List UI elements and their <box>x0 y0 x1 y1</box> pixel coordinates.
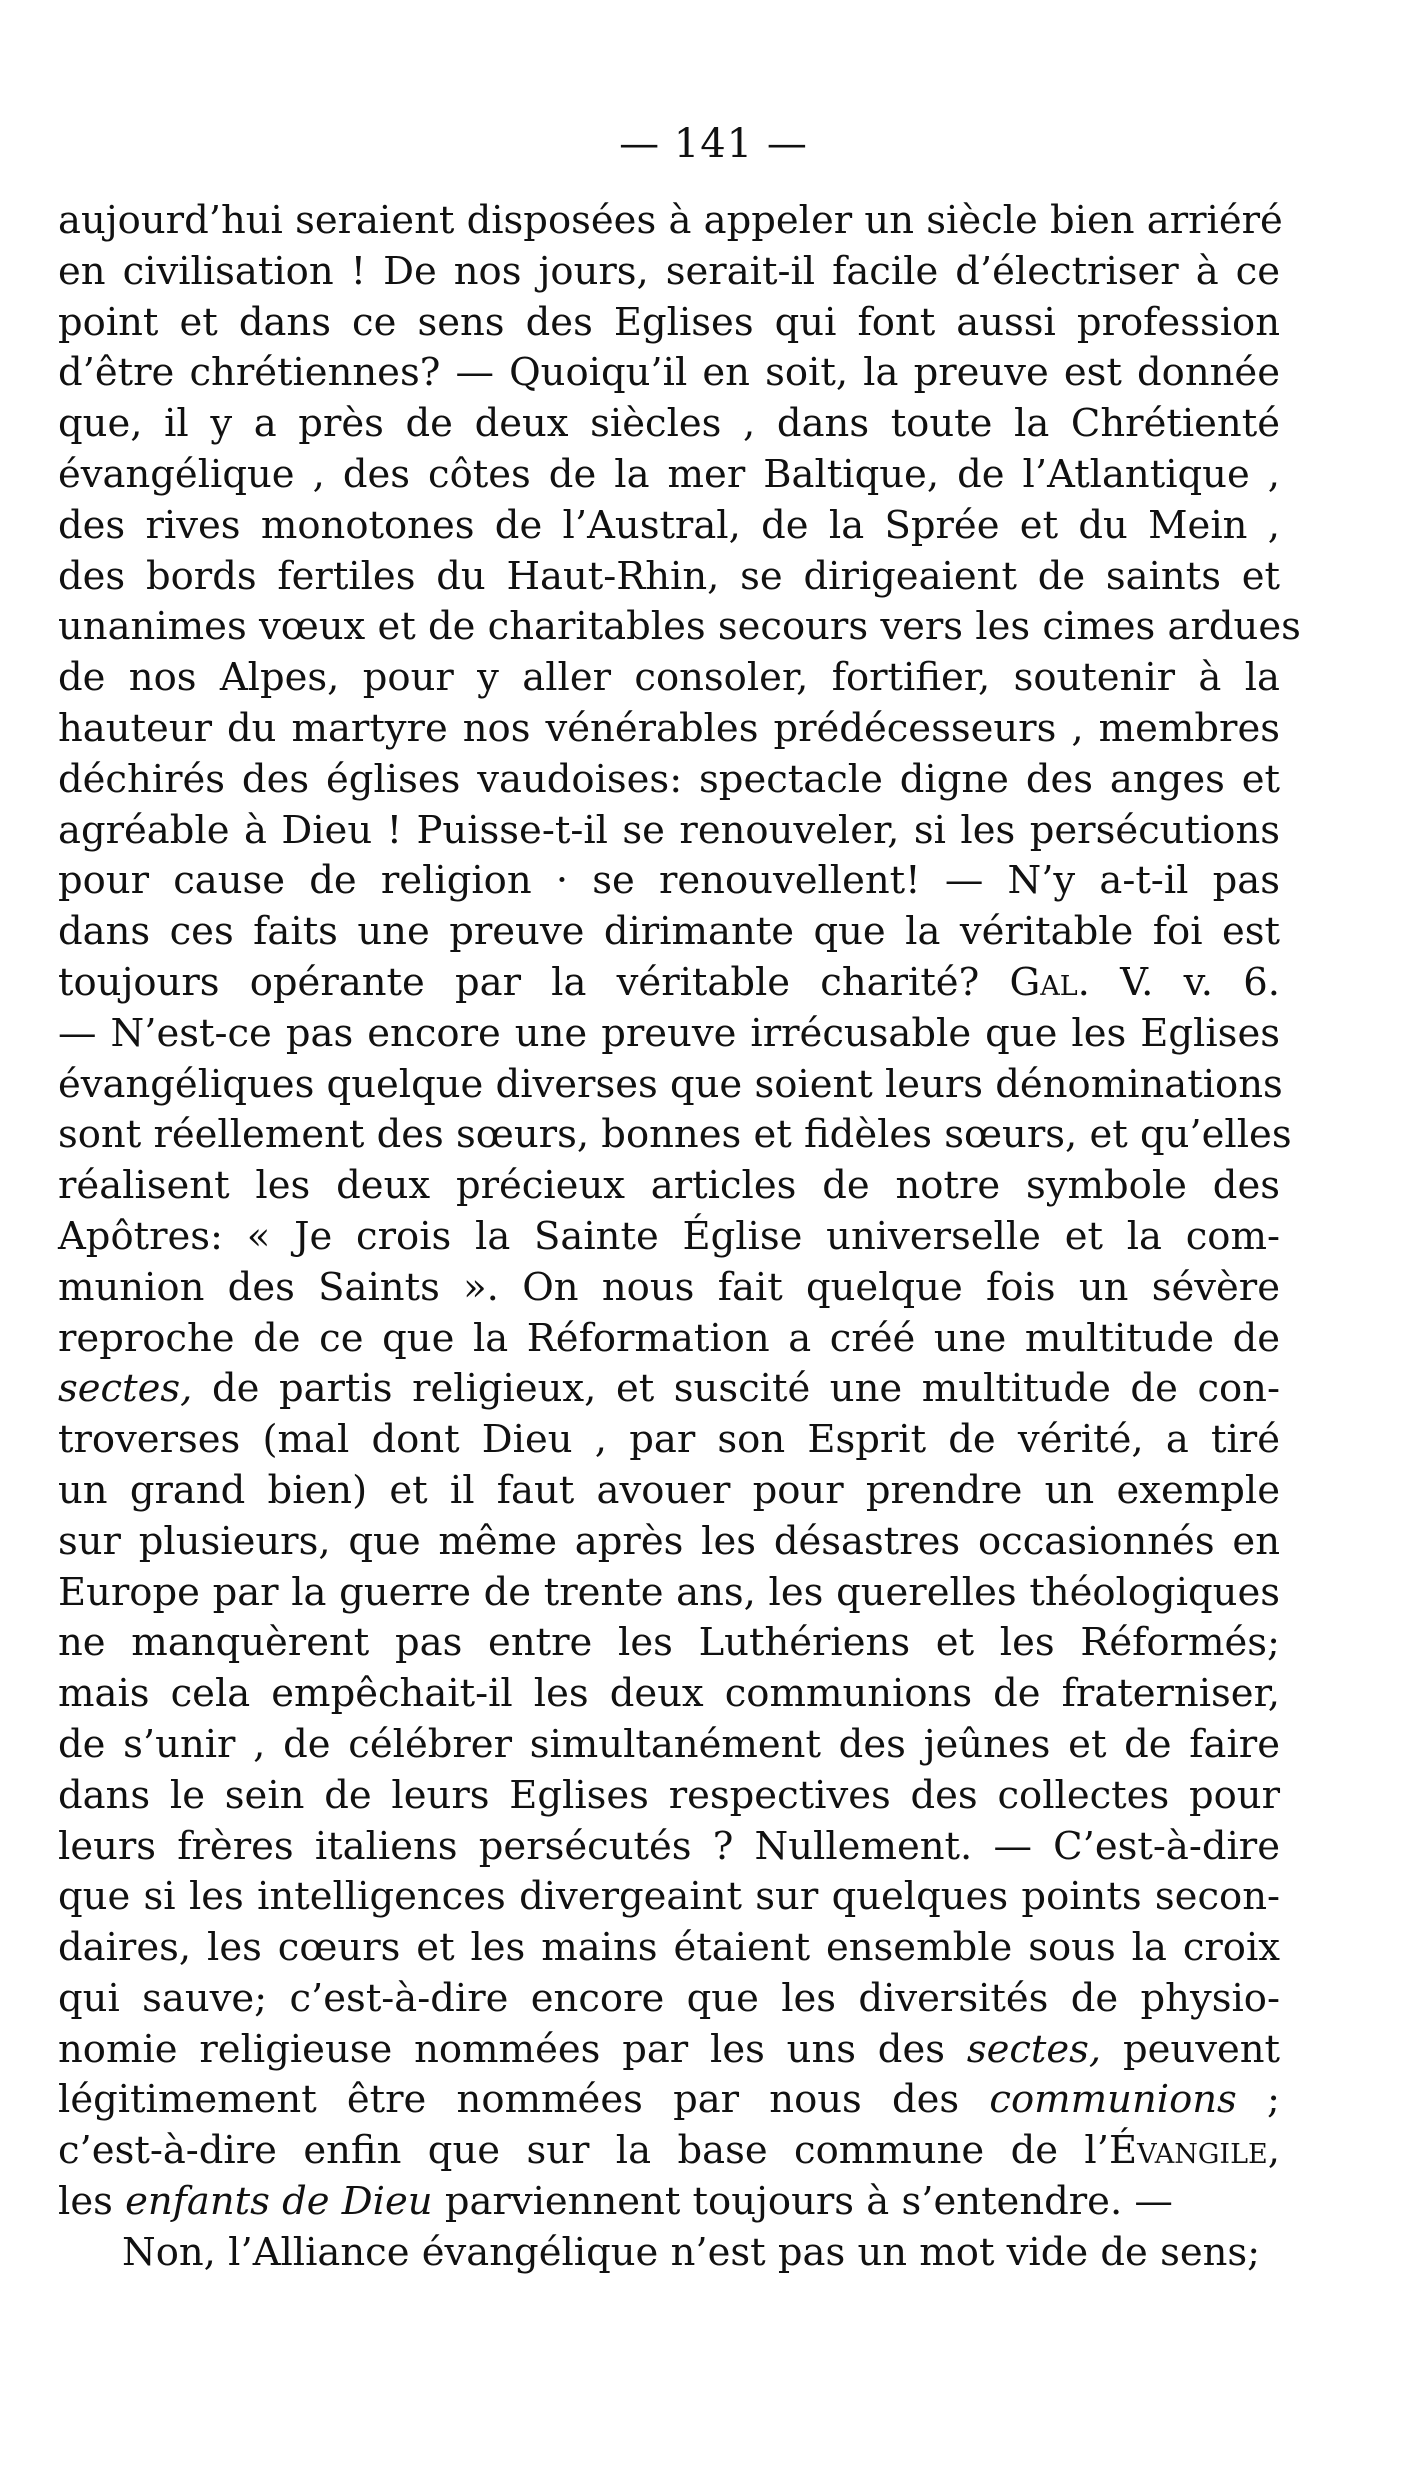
text-segment: en civilisation ! De nos jours, serait-il facile d’électriser à ce <box>58 248 1280 294</box>
text-line <box>58 1517 1280 1568</box>
text-line <box>58 298 1280 349</box>
text-segment: c’est-à-dire enfin que sur la base commune de l’ <box>58 2128 1109 2174</box>
text-segment: , <box>1267 2128 1280 2174</box>
text-segment: Europe par la guerre de trente ans, les querelles théologiques <box>58 1569 1280 1615</box>
text-segment: peuvent <box>1101 2026 1281 2072</box>
text-segment: — N’est-ce pas encore une preuve irrécusable que les Eglises <box>58 1010 1280 1056</box>
italic-text: sectes, <box>58 1366 193 1412</box>
text-segment: qui sauve; c’est-à-dire encore que les diversités de physio- <box>58 1975 1280 2021</box>
text-segment: Apôtres: « Je crois la Sainte Église universelle et la com- <box>58 1213 1280 1259</box>
text-line <box>58 958 1280 1009</box>
text-line <box>58 2177 1280 2228</box>
italic-text: sectes, <box>966 2026 1102 2072</box>
text-line <box>58 907 1280 958</box>
small-caps-text: Gal. <box>1009 959 1090 1005</box>
text-segment: pour cause de religion · se renouvellent! — N’y a-t-il pas <box>58 858 1280 904</box>
text-line <box>58 1364 1280 1415</box>
text-segment: dans le sein de leurs Eglises respectives des collectes pour <box>58 1772 1280 1818</box>
text-segment: des bords fertiles du Haut-Rhin, se dirigeaient de saints et <box>58 553 1280 599</box>
text-segment: sont réellement des sœurs, bonnes et fidèles sœurs, et qu’elles <box>58 1112 1292 1158</box>
text-line <box>58 348 1280 399</box>
text-line <box>58 1568 1280 1619</box>
body-text <box>58 196 1301 2279</box>
text-segment: aujourd’hui seraient disposées à appeler un siècle bien arriéré <box>58 198 1283 243</box>
text-segment: d’être chrétiennes? — Quoiqu’il en soit, la preuve est donnée <box>58 350 1280 396</box>
text-segment: parviennent toujours à s’entendre. — <box>432 2179 1173 2225</box>
text-line <box>58 806 1280 857</box>
text-line <box>58 2126 1280 2177</box>
text-line <box>58 2025 1280 2076</box>
text-line <box>58 1263 1280 1314</box>
text-segment: toujours opérante par la véritable charité? <box>58 959 1010 1005</box>
text-line <box>58 1415 1280 1466</box>
text-line <box>58 552 1280 603</box>
text-line <box>58 1618 1280 1669</box>
small-caps-text: Évangile <box>1108 2128 1268 2174</box>
text-segment: de s’unir , de célébrer simultanément des jeûnes et de faire <box>58 1721 1280 1767</box>
text-segment: point et dans ce sens des Eglises qui font aussi profession <box>58 299 1280 345</box>
text-line <box>58 196 1283 247</box>
text-line <box>58 602 1301 653</box>
text-line <box>58 755 1280 806</box>
text-line <box>58 1669 1280 1720</box>
text-line <box>58 1974 1280 2025</box>
text-segment: que si les intelligences divergeaint sur quelques points secon- <box>58 1874 1280 1920</box>
text-segment: dans ces faits une preuve dirimante que la véritable foi est <box>58 909 1280 955</box>
text-line <box>58 856 1280 907</box>
italic-text: enfants de Dieu <box>125 2179 433 2225</box>
text-segment: évangélique , des côtes de la mer Baltique, de l’Atlantique , <box>58 451 1280 497</box>
italic-text: communions <box>989 2077 1237 2123</box>
text-line <box>58 2228 1280 2279</box>
text-line <box>58 1060 1283 1111</box>
text-line <box>58 653 1280 704</box>
text-line <box>58 1161 1280 1212</box>
page-number: — 141 — <box>619 121 808 167</box>
text-segment: un grand bien) et il faut avouer pour prendre un exemple <box>58 1467 1280 1513</box>
text-line <box>58 1872 1280 1923</box>
text-segment: agréable à Dieu ! Puisse-t-il se renouveler, si les persécutions <box>58 807 1280 853</box>
text-segment: des rives monotones de l’Austral, de la Sprée et du Mein , <box>58 502 1280 548</box>
text-segment: V. v. 6. <box>1089 959 1280 1005</box>
text-line <box>58 247 1280 298</box>
text-line <box>58 704 1280 755</box>
text-segment: les <box>58 2179 126 2225</box>
text-line <box>58 1923 1280 1974</box>
text-line <box>58 1822 1280 1873</box>
text-line <box>58 1720 1280 1771</box>
text-segment: daires, les cœurs et les mains étaient ensemble sous la croix <box>58 1925 1280 1971</box>
text-line <box>58 1466 1280 1517</box>
text-line <box>58 1771 1280 1822</box>
text-line <box>58 1314 1280 1365</box>
text-segment: hauteur du martyre nos vénérables prédécesseurs , membres <box>58 705 1280 751</box>
text-segment: de nos Alpes, pour y aller consoler, fortifier, soutenir à la <box>58 655 1280 701</box>
text-segment: troverses (mal dont Dieu , par son Esprit de vérité, a tiré <box>58 1417 1280 1463</box>
text-segment: que, il y a près de deux siècles , dans toute la Chrétienté <box>58 401 1280 447</box>
text-segment: nomie religieuse nommées par les uns des <box>58 2026 967 2072</box>
text-segment: mais cela empêchait-il les deux communions de fraterniser, <box>58 1671 1280 1717</box>
text-line <box>58 450 1280 501</box>
text-line <box>58 1009 1280 1060</box>
text-segment: reproche de ce que la Réformation a créé une multitude de <box>58 1315 1280 1361</box>
text-segment: leurs frères italiens persécutés ? Nullement. — C’est-à-dire <box>58 1823 1280 1869</box>
text-segment: réalisent les deux précieux articles de notre symbole des <box>58 1163 1280 1209</box>
text-segment: de partis religieux, et suscité une multitude de con- <box>192 1366 1280 1412</box>
text-segment: sur plusieurs, que même après les désastres occasionnés en <box>58 1518 1280 1564</box>
text-line <box>58 399 1280 450</box>
text-segment: Non, l’Alliance évangélique n’est pas un mot vide de sens; <box>122 2229 1261 2275</box>
text-segment: déchirés des églises vaudoises: spectacle digne des anges et <box>58 756 1280 802</box>
text-line <box>58 501 1280 552</box>
text-segment: ne manquèrent pas entre les Luthériens et les Réformés; <box>58 1620 1280 1666</box>
text-segment: unanimes vœux et de charitables secours vers les cimes ardues <box>58 604 1301 650</box>
text-segment: légitimement être nommées par nous des <box>58 2077 990 2123</box>
text-line <box>58 2075 1280 2126</box>
text-segment: munion des Saints ». On nous fait quelque fois un sévère <box>58 1264 1280 1310</box>
text-line <box>58 1110 1292 1161</box>
text-line <box>58 1212 1280 1263</box>
text-segment: évangéliques quelque diverses que soient leurs dénominations <box>58 1061 1283 1107</box>
text-segment: ; <box>1236 2077 1280 2123</box>
